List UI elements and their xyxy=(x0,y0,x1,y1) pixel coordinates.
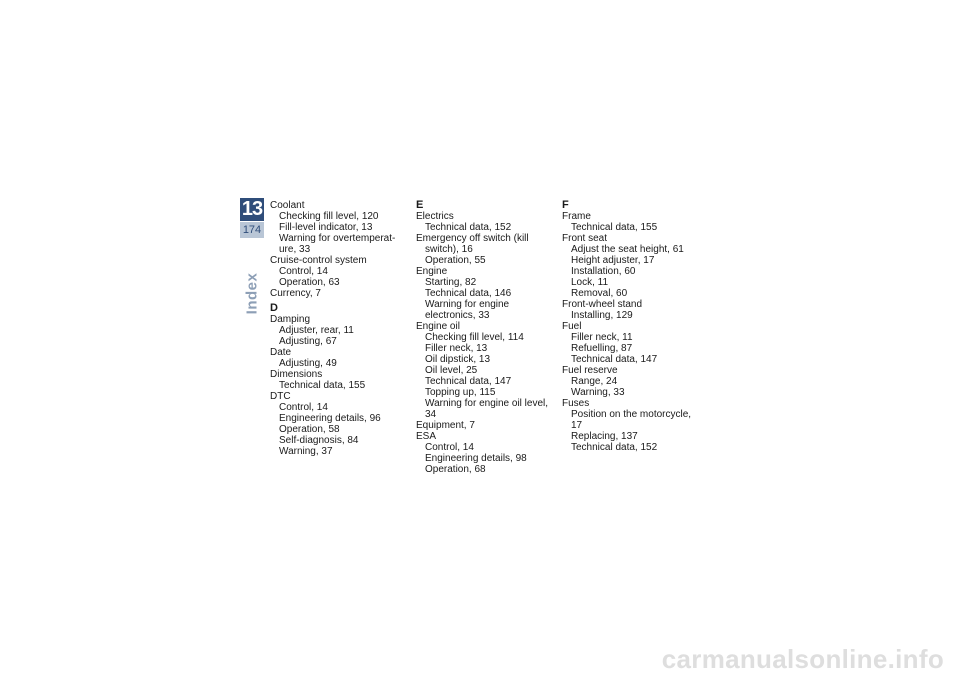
index-subentry: Operation, 68 xyxy=(425,464,486,475)
index-subentry: Checking fill level, 120 xyxy=(279,211,379,222)
index-subentry: Filler neck, 11 xyxy=(571,332,633,343)
index-subentry: Lock, 11 xyxy=(571,277,609,288)
index-subentry: Warning, 37 xyxy=(279,446,333,457)
index-entry: Coolant xyxy=(270,200,305,211)
index-subentry: Control, 14 xyxy=(425,442,474,453)
index-entry: Electrics xyxy=(416,211,454,222)
index-subentry: Technical data, 146 xyxy=(425,288,512,299)
index-entry: Fuses xyxy=(562,398,590,409)
index-subentry: Adjuster, rear, 11 xyxy=(279,325,354,336)
index-subentry: Removal, 60 xyxy=(571,288,628,299)
index-letter-heading: E xyxy=(416,199,424,211)
index-subentry: Fill-level indicator, 13 xyxy=(279,222,373,233)
index-subentry: Replacing, 137 xyxy=(571,431,638,442)
index-column-2 xyxy=(416,200,558,475)
index-entry: Frame xyxy=(562,211,591,222)
index-subentry: Oil dipstick, 13 xyxy=(425,354,491,365)
index-entry: Damping xyxy=(270,314,311,325)
index-letter-heading: F xyxy=(562,199,569,211)
index-entry: Fuel reserve xyxy=(562,365,618,376)
index-subentry: Operation, 58 xyxy=(279,424,340,435)
index-subentry: Self-diagnosis, 84 xyxy=(279,435,359,446)
section-label xyxy=(240,272,264,314)
watermark: carmanualsonline.info xyxy=(661,644,944,674)
index-subentry: Warning for engine xyxy=(425,299,510,310)
index-entry: Dimensions xyxy=(270,369,323,380)
index-subentry: Control, 14 xyxy=(279,266,328,277)
index-entry: Currency, 7 xyxy=(270,288,321,299)
index-subentry: Range, 24 xyxy=(571,376,618,387)
index-subentry: Installing, 129 xyxy=(571,310,633,321)
index-subentry: Position on the motorcycle, 17 xyxy=(571,409,692,431)
index-subentry: switch), 16 xyxy=(425,244,473,255)
index-entry: DTC xyxy=(270,391,291,402)
index-subentry: Technical data, 147 xyxy=(425,376,512,387)
index-entry: Engine xyxy=(416,266,448,277)
index-subentry: Warning for engine oil level, 34 xyxy=(425,398,549,420)
index-subentry: Adjusting, 67 xyxy=(279,336,337,347)
section-label-text: Index xyxy=(243,272,261,314)
index-subentry: Adjust the seat height, 61 xyxy=(571,244,684,255)
index-entry: Emergency off switch (kill xyxy=(416,233,529,244)
index-subentry: Technical data, 155 xyxy=(571,222,658,233)
index-entry: Front seat xyxy=(562,233,608,244)
index-entry: Cruise-control system xyxy=(270,255,367,266)
index-subentry: Technical data, 155 xyxy=(279,380,366,391)
index-subentry: Engineering details, 98 xyxy=(425,453,527,464)
chapter-number: 13 xyxy=(241,198,263,220)
index-subentry: Warning, 33 xyxy=(571,387,625,398)
index-subentry: Starting, 82 xyxy=(425,277,477,288)
index-subentry: Checking fill level, 114 xyxy=(425,332,524,343)
index-entry: ESA xyxy=(416,431,437,442)
chapter-tab xyxy=(240,198,264,240)
index-subentry: electronics, 33 xyxy=(425,310,490,321)
index-entry: Date xyxy=(270,347,292,358)
index-column-3 xyxy=(562,200,704,453)
index-subentry: Filler neck, 13 xyxy=(425,343,488,354)
index-subentry: Refuelling, 87 xyxy=(571,343,633,354)
index-letter-heading: D xyxy=(270,302,278,314)
index-subentry: Adjusting, 49 xyxy=(279,358,337,369)
index-column-1 xyxy=(270,200,412,457)
index-subentry: Height adjuster, 17 xyxy=(571,255,655,266)
index-subentry: Engineering details, 96 xyxy=(279,413,381,424)
index-subentry: ure, 33 xyxy=(279,244,311,255)
index-entry: Equipment, 7 xyxy=(416,420,475,431)
index-subentry: Technical data, 152 xyxy=(571,442,658,453)
index-entry: Engine oil xyxy=(416,321,460,332)
index-entry: Front-wheel stand xyxy=(562,299,643,310)
index-subentry: Technical data, 152 xyxy=(425,222,512,233)
index-subentry: Technical data, 147 xyxy=(571,354,658,365)
index-entry: Fuel xyxy=(562,321,582,332)
index-subentry: Control, 14 xyxy=(279,402,328,413)
index-subentry: Operation, 55 xyxy=(425,255,486,266)
index-subentry: Installation, 60 xyxy=(571,266,636,277)
index-subentry: Warning for overtemperat- xyxy=(279,233,396,244)
index-subentry: Oil level, 25 xyxy=(425,365,478,376)
index-subentry: Topping up, 115 xyxy=(425,387,496,398)
page-number: 174 xyxy=(240,222,264,238)
index-subentry: Operation, 63 xyxy=(279,277,340,288)
